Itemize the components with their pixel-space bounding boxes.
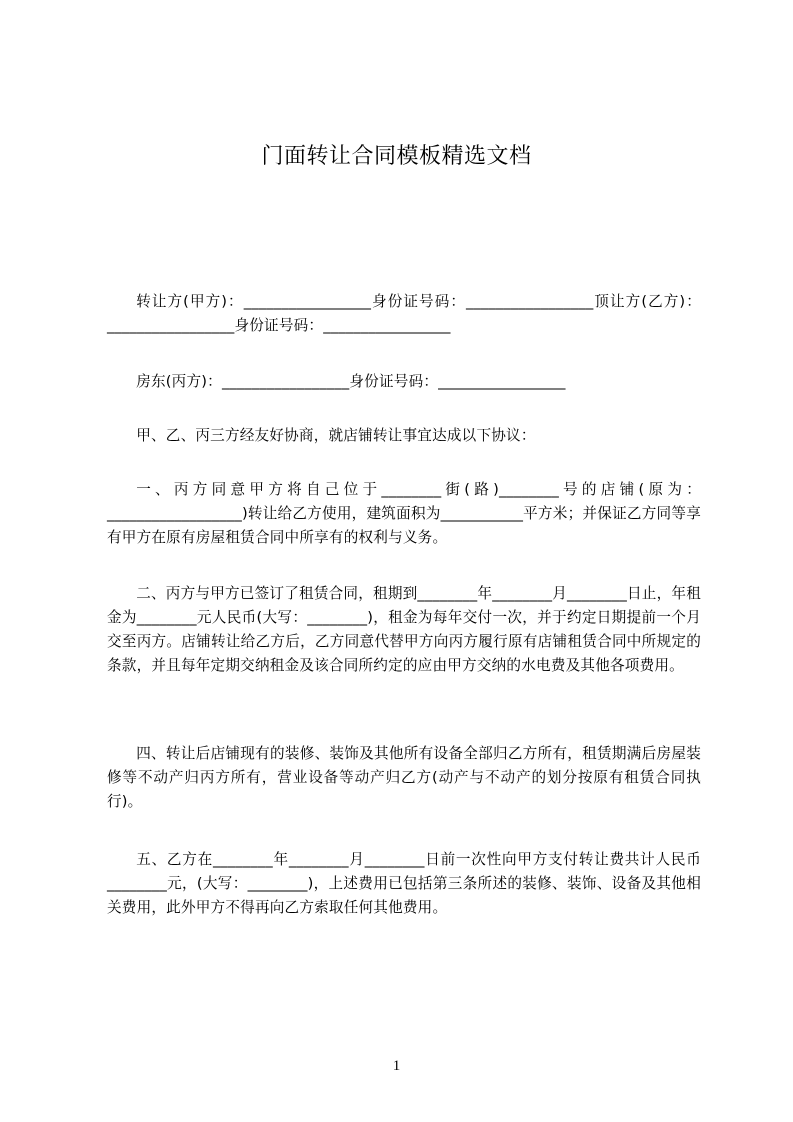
page-number: 1	[392, 1058, 401, 1074]
paragraph-clause-4: 四、转让后店铺现有的装修、装饰及其他所有设备全部归乙方所有，租赁期满后房屋装修等不动产归丙方所有，营业设备等动产归乙方(动产与不动产的划分按原有租赁合同执行)。	[107, 745, 701, 810]
paragraph-clause-2: 二、丙方与甲方已签订了租赁合同，租期到________年________月________日止，年租金为________元人民币(大写：________)，租金为每年交付一次，并于约定日期提前一个月交至丙方。店铺转让给乙方后，乙方同意代替甲方向丙方履行原有店铺租赁合同中所规定的条款，并且每年定期交纳租金及该合同所约定的应由甲方交纳的水电费及其他各项费用。	[107, 585, 701, 674]
paragraph-landlord: 房东(丙方)：_________________身份证号码：_________________	[136, 373, 566, 390]
paragraph-clause-5: 五、乙方在________年________月________日前一次性向甲方支付转让费共计人民币________元，(大写：________)，上述费用已包括第三条所述的装修、装饰、设备及其他相关费用，此外甲方不得再向乙方索取任何其他费用。	[107, 851, 701, 916]
paragraph-clause-1: 一、丙方同意甲方将自己位于________街(路)________号的店铺(原为：__________________)转让给乙方使用，建筑面积为___________平方米；并保证乙方同等享有甲方在原有房屋租赁合同中所享有的权利与义务。	[107, 481, 701, 546]
paragraph-parties: 转让方(甲方)：_________________身份证号码：_________________顶让方(乙方)：_________________身份证号码：_________________	[107, 293, 701, 334]
paragraph-agreement-intro: 甲、乙、丙三方经友好协商，就店铺转让事宜达成以下协议：	[136, 427, 536, 444]
document-title: 门面转让合同模板精选文档	[261, 144, 532, 169]
